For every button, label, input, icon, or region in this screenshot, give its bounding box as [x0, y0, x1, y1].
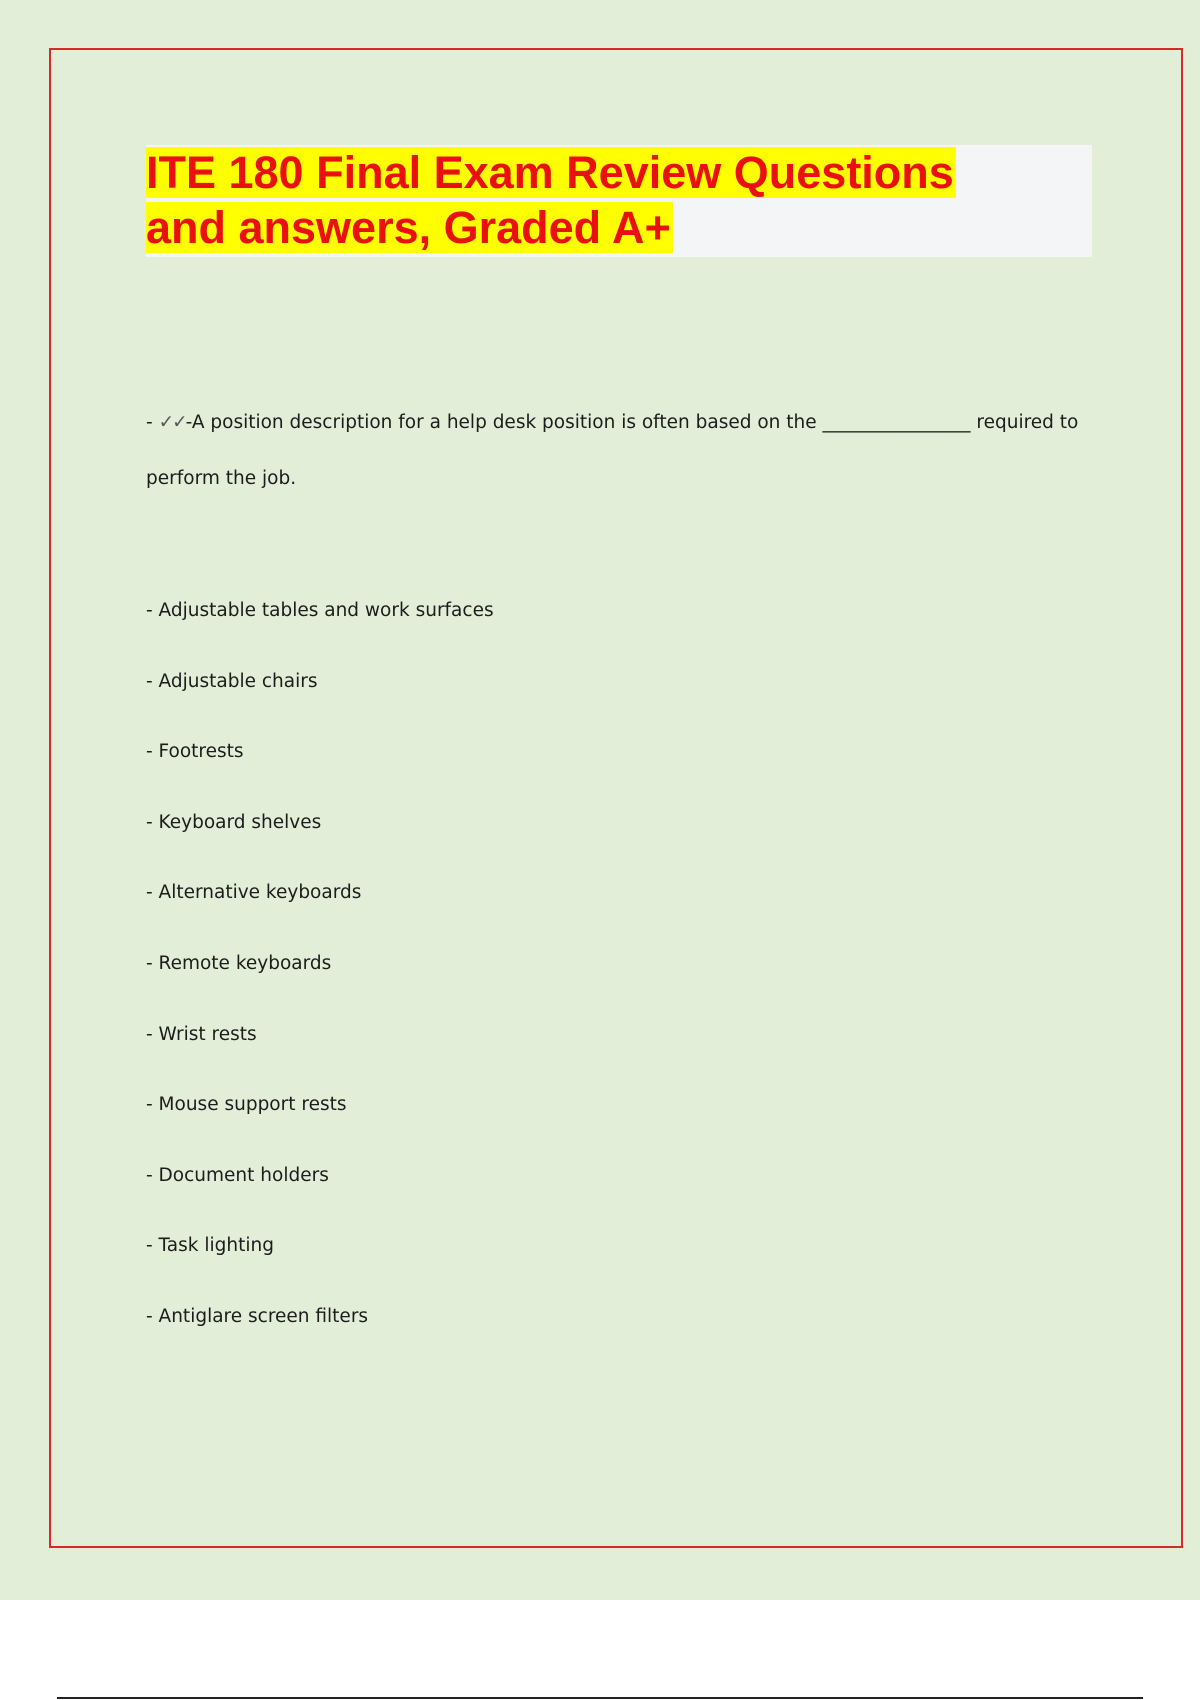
answer-item: - Footrests — [146, 741, 244, 763]
page-title — [146, 145, 1092, 255]
answer-item: - Document holders — [146, 1164, 329, 1186]
double-check-icon: ✓✓ — [158, 412, 186, 433]
answer-item: - Keyboard shelves — [146, 811, 322, 833]
answer-item: - Mouse support rests — [146, 1094, 347, 1116]
answer-item: - Wrist rests — [146, 1023, 257, 1045]
answer-item: - Adjustable chairs — [146, 670, 318, 692]
answer-item: - Task lighting — [146, 1235, 274, 1257]
question-text-after-blank: required to perform the job. — [146, 412, 1079, 489]
question-blank: ________________ — [822, 412, 971, 433]
footer-divider — [57, 1697, 1143, 1699]
title-line-2: and answers, Graded A+ — [146, 202, 671, 253]
answer-item: - Adjustable tables and work surfaces — [146, 600, 494, 621]
title-line-1: ITE 180 Final Exam Review Questions — [146, 147, 954, 198]
question-prefix: - — [146, 412, 159, 433]
title-block — [146, 145, 1092, 257]
answer-item: - Antiglare screen filters — [146, 1305, 369, 1327]
answer-item: - Alternative keyboards — [146, 882, 362, 904]
answer-list — [146, 596, 494, 1373]
question-text — [146, 395, 1086, 507]
answer-item: - Remote keyboards — [146, 952, 332, 974]
question-text-before-blank: -A position description for a help desk position is often based on the — [185, 412, 817, 433]
